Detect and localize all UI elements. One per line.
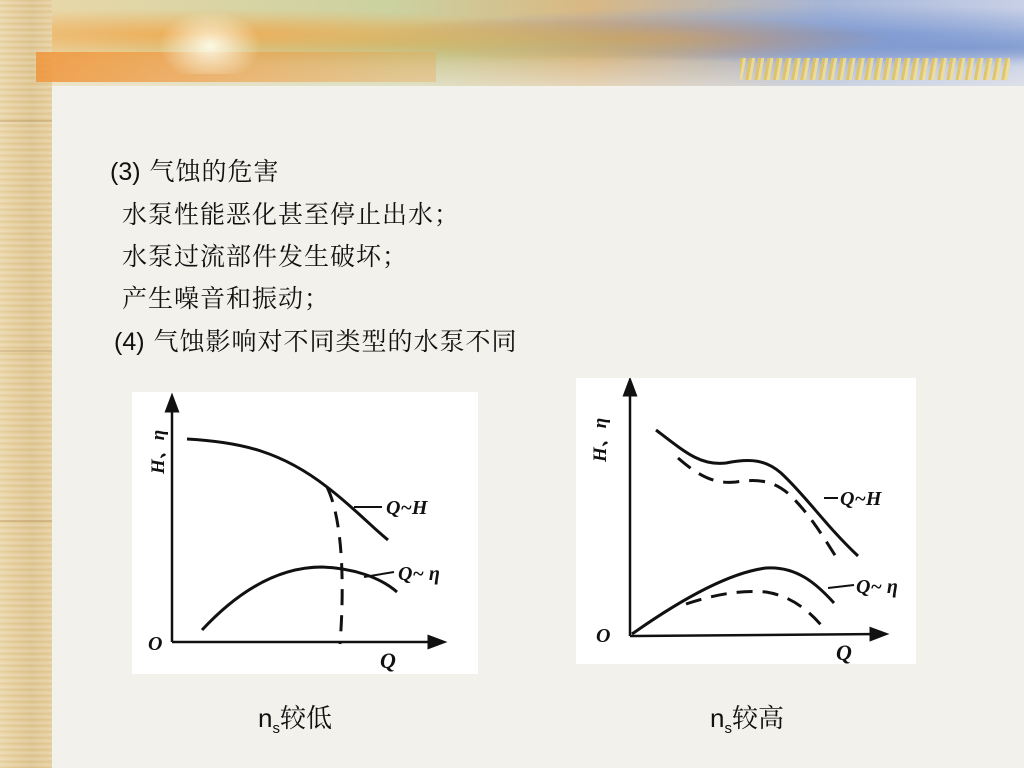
x-axis-label: Q xyxy=(380,648,396,673)
y-axis-label: H、η xyxy=(148,429,169,474)
caption-high-ns-text: 较高 xyxy=(731,703,784,733)
caption-low-ns-sub: s xyxy=(272,720,280,738)
bullet-2: 水泵过流部件发生破坏； xyxy=(122,242,409,271)
origin-label: O xyxy=(148,633,163,655)
q-eta-leader xyxy=(828,585,854,588)
q-eta-label: Q~ η xyxy=(398,563,440,585)
leaf-decoration xyxy=(150,4,270,74)
figure-high-ns-svg xyxy=(576,378,916,664)
qh-curve xyxy=(656,430,858,556)
caption-low-ns xyxy=(258,698,332,737)
q-eta-curve xyxy=(632,568,834,634)
heading-3 xyxy=(110,152,280,188)
heading-3-number: (3) xyxy=(110,158,141,186)
origin-label: O xyxy=(596,625,611,647)
qh-label: Q~H xyxy=(840,488,882,510)
straw-decoration xyxy=(740,58,1010,80)
strip-seam xyxy=(0,520,52,522)
strip-seam xyxy=(0,350,52,352)
figure-high-ns xyxy=(576,378,916,664)
strip-seam xyxy=(0,120,52,122)
qh-label: Q~H xyxy=(386,497,428,519)
caption-high-ns-sub: s xyxy=(724,720,732,738)
y-axis-label: H、η xyxy=(590,417,611,462)
bullet-1: 水泵性能恶化甚至停止出水； xyxy=(122,200,461,229)
left-parchment-strip xyxy=(0,0,52,768)
figure-low-ns xyxy=(132,392,478,674)
figure-low-ns-svg xyxy=(132,392,478,674)
q-eta-cavitation-curve xyxy=(686,592,822,627)
qh-curve xyxy=(187,439,388,540)
caption-low-ns-base: n xyxy=(258,703,273,733)
x-axis xyxy=(630,634,882,636)
x-axis-label: Q xyxy=(836,640,852,664)
heading-4 xyxy=(114,322,518,358)
caption-high-ns xyxy=(710,698,784,737)
caption-high-ns-base: n xyxy=(710,703,725,733)
caption-low-ns-text: 较低 xyxy=(279,703,332,733)
heading-4-text: 气蚀影响对不同类型的水泵不同 xyxy=(153,327,518,356)
heading-3-text: 气蚀的危害 xyxy=(149,157,280,186)
bullet-3: 产生噪音和振动； xyxy=(122,284,331,313)
cavitation-drop-curve xyxy=(327,487,342,644)
q-eta-label: Q~ η xyxy=(856,576,898,598)
heading-4-number: (4) xyxy=(114,328,145,356)
